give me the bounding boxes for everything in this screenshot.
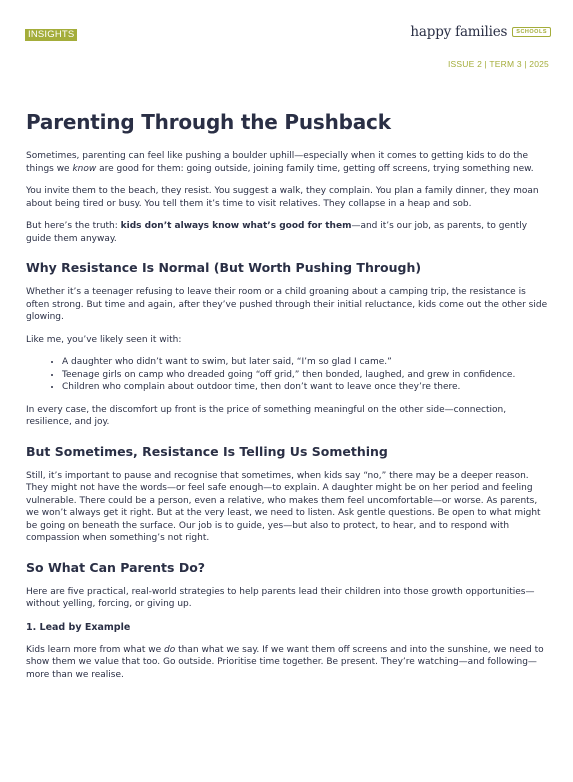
section2-paragraph-1: Still, it’s important to pause and recognise that sometimes, when kids say “no,” there may be a deeper reason. They might not have the words—or feel safe enough—to explain. A daughter might be on her period and feeling vulnerable. There could be a person, even a relative, who makes them feel uncomfortable—or worse. As parents, we won’t always get it right. But at the very least, we need to listen. Ask gentle questions. Be open to what might be going on beneath the surface. Our job is to guide, yes—but also to protect, to hear, and to respond with compassion when something’s not right. <box>26 470 541 543</box>
intro-paragraph-3: But here’s the truth: kids don’t always know what’s good for them—and it’s our job, as parents, to gently guide them anyway. <box>26 221 528 244</box>
section-heading-resistance-normal: Why Resistance Is Normal (But Worth Pushing Through) <box>26 260 422 275</box>
section1-paragraph-2: Like me, you’ve likely seen it with: <box>26 334 182 345</box>
list-item: • Children who complain about outdoor time, then don’t want to leave once they’re there. <box>62 381 550 394</box>
intro-paragraph-2: You invite them to the beach, they resist. You suggest a walk, they complain. You plan a family dinner, they moan about being tired or busy. You tell them it’s time to visit relatives. They collapse in a heap and sob. <box>26 186 539 209</box>
brand-badge: SCHOOLS <box>512 27 551 37</box>
article-body <box>26 108 550 691</box>
section1-paragraph-1: Whether it’s a teenager refusing to leave their room or a child groaning about a camping trip, the resistance is often strong. But time and again, after they’ve pushed through their initial reluctance, kids come out the other side glowing. <box>26 287 548 322</box>
list-item: • A daughter who didn’t want to swim, but later said, “I’m so glad I came.” <box>62 356 550 369</box>
issue-info: ISSUE 2 | TERM 3 | 2025 <box>448 59 549 69</box>
brand-logo <box>410 24 551 40</box>
list-item: • Teenage girls on camp who dreaded going “off grid,” then bonded, laughed, and grew in confidence. <box>62 369 550 382</box>
lead-by-example-paragraph: Kids learn more from what we do than what we say. If we want them off screens and into the sunshine, we need to show them we value that too. Go outside. Prioritise time together. Be present. They’re watching—and following—more than we realise. <box>26 644 544 680</box>
article-title: Parenting Through the Pushback <box>26 110 391 134</box>
insights-tag: INSIGHTS <box>25 29 77 41</box>
section3-paragraph-1: Here are five practical, real-world strategies to help parents lead their children into those growth opportunities—without yelling, forcing, or giving up. <box>26 586 535 609</box>
section-heading-resistance-telling: But Sometimes, Resistance Is Telling Us Something <box>26 443 388 459</box>
intro-paragraph-1: Sometimes, parenting can feel like pushing a boulder uphill—especially when it comes to getting kids to do the things we know are good for them: going outside, joining family time, getting off screens, trying something new. <box>26 151 534 174</box>
brand-name: happy families <box>410 24 508 40</box>
section-heading-what-can-parents-do: So What Can Parents Do? <box>26 559 206 575</box>
subheading-lead-by-example: 1. Lead by Example <box>26 621 131 633</box>
examples-list <box>26 356 550 394</box>
section1-paragraph-3: In every case, the discomfort up front is the price of something meaningful on the other side—connection, resilience, and joy. <box>26 404 507 427</box>
